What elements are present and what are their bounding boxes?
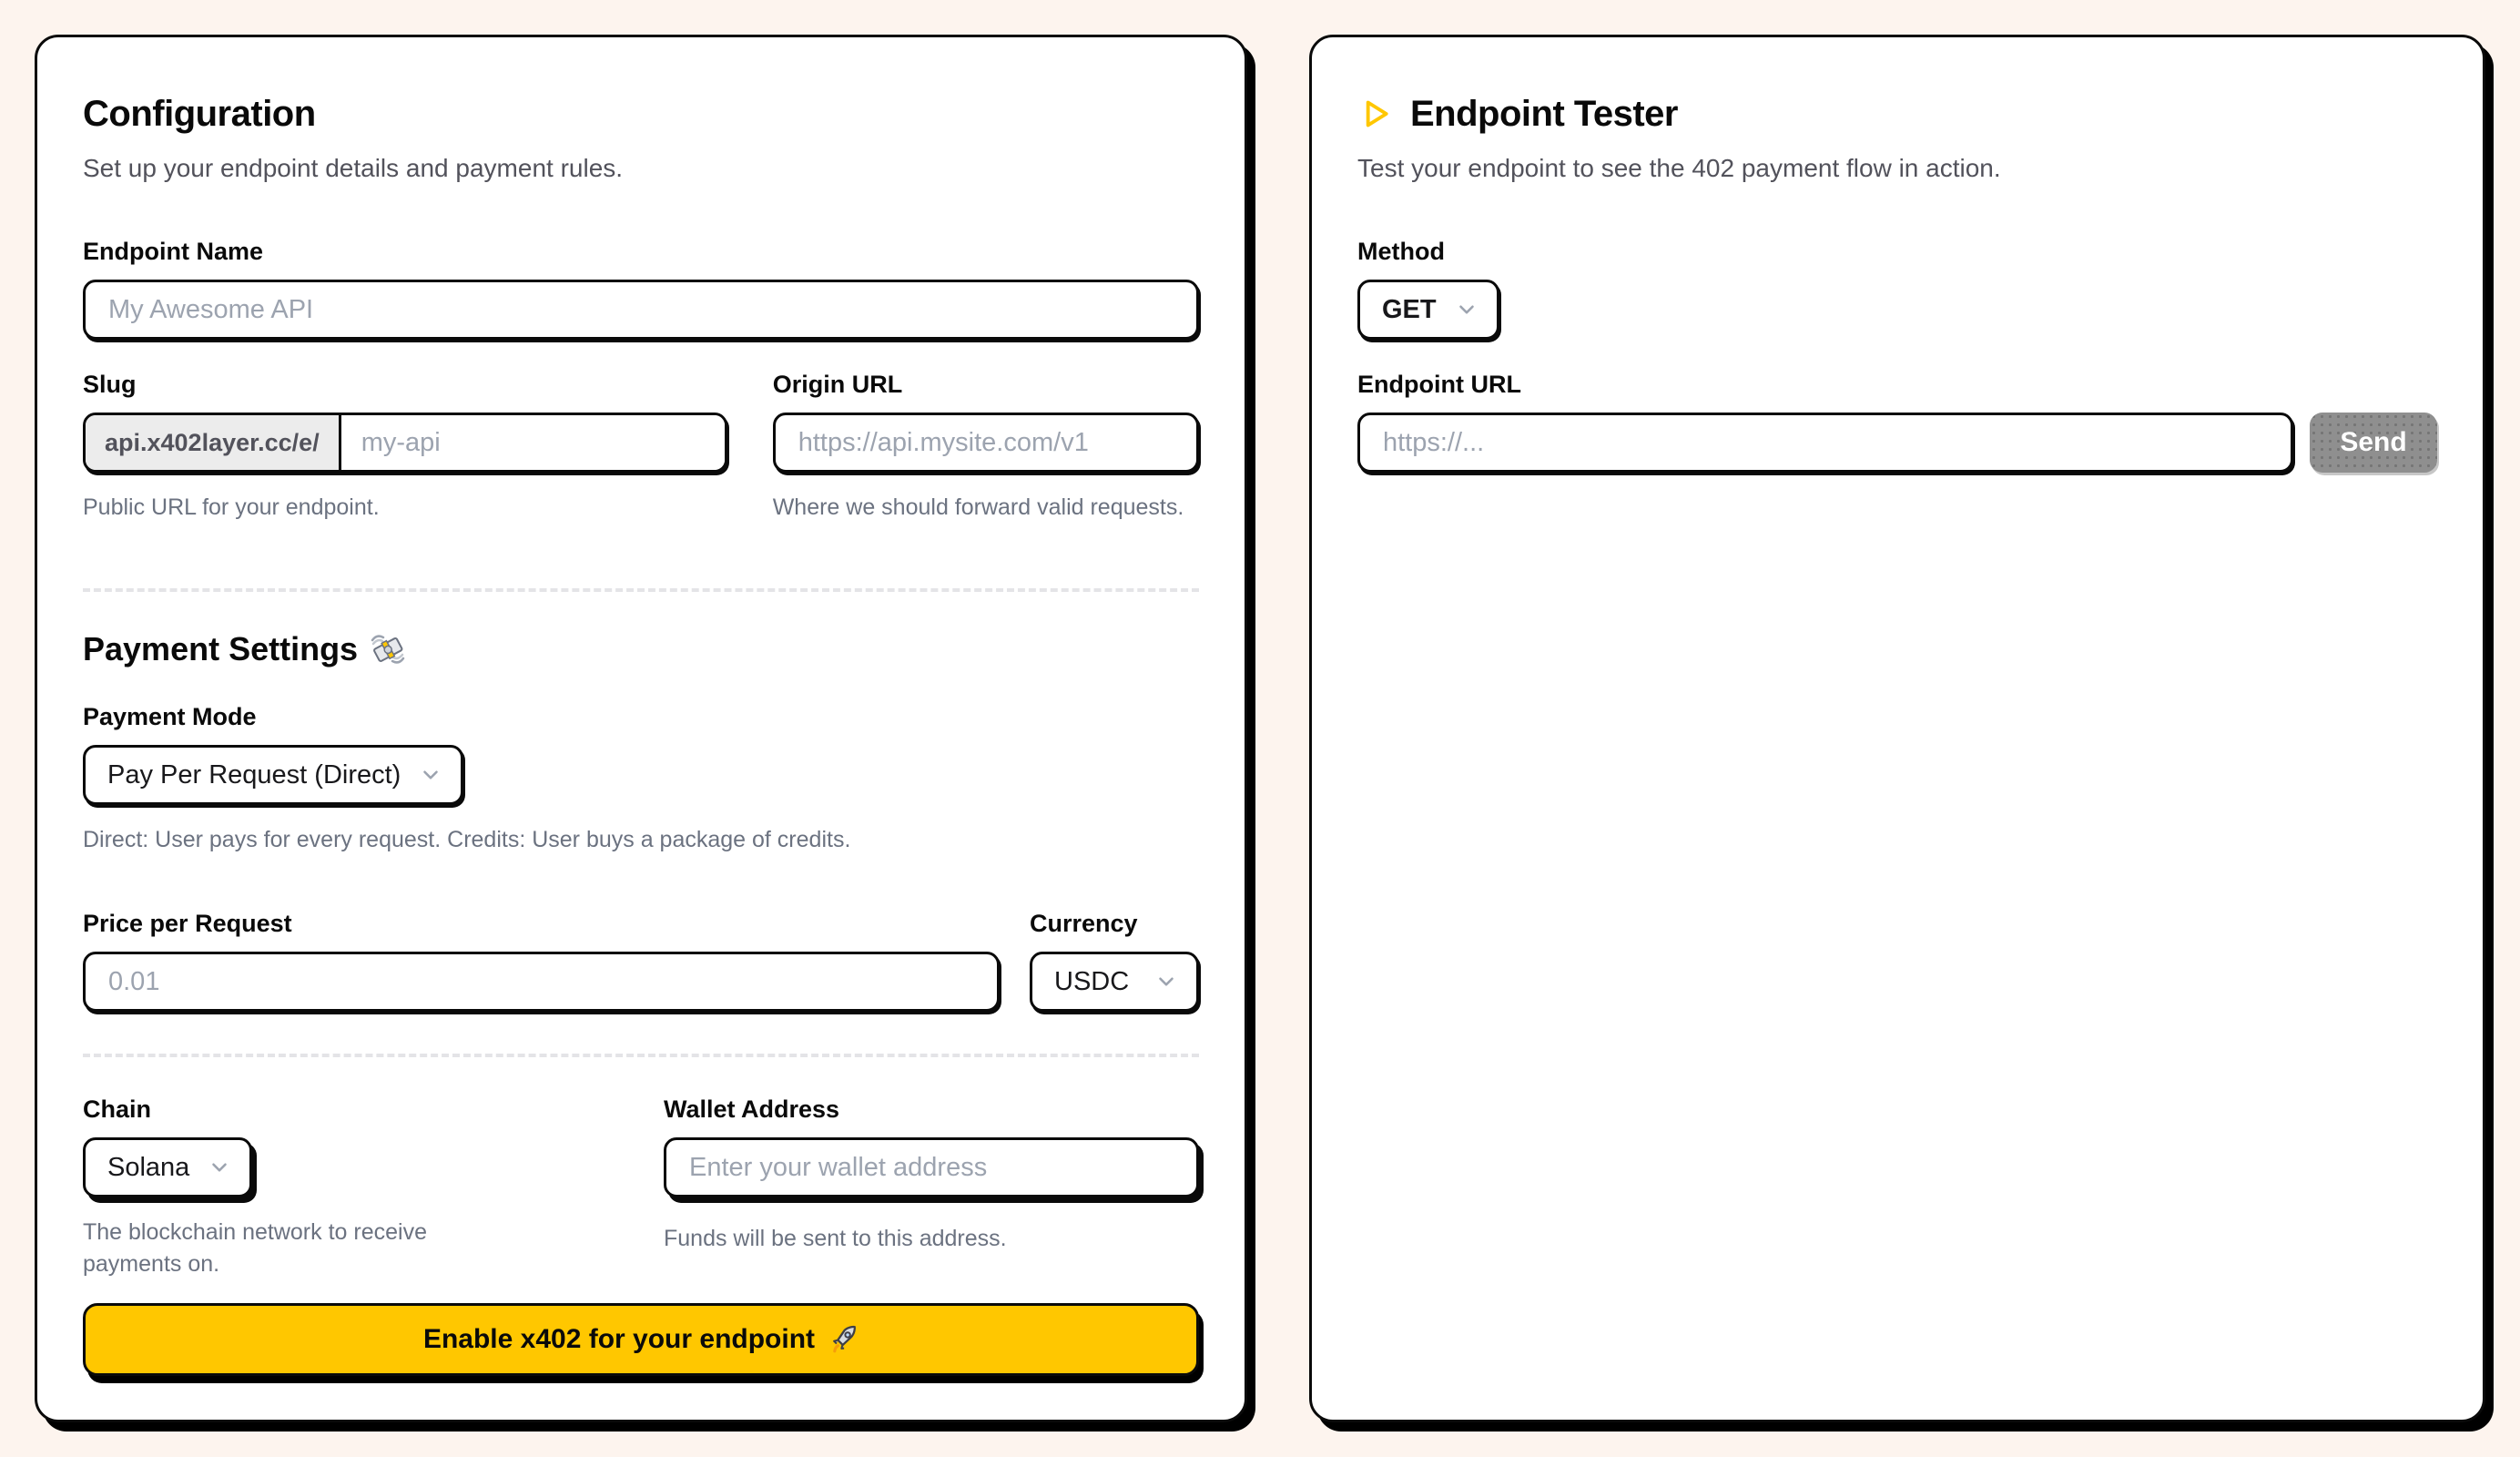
currency-value: USDC bbox=[1054, 966, 1130, 996]
divider bbox=[83, 588, 1199, 592]
divider bbox=[83, 1054, 1199, 1057]
chain-value: Solana bbox=[107, 1152, 190, 1182]
endpoint-tester-card bbox=[1309, 35, 2485, 1422]
method-select[interactable] bbox=[1357, 280, 1499, 340]
chain-helper: The blockchain network to receive payments on. bbox=[83, 1219, 427, 1277]
play-icon bbox=[1357, 96, 1394, 132]
origin-url-group bbox=[773, 371, 1199, 546]
enable-x402-button-label: Enable x402 for your endpoint bbox=[422, 1324, 816, 1354]
endpoint-name-label: Endpoint Name bbox=[83, 238, 264, 265]
chain-label: Chain bbox=[83, 1095, 152, 1123]
endpoint-name-group bbox=[83, 238, 1199, 340]
slug-origin-row bbox=[83, 371, 1199, 546]
chevron-down-icon bbox=[1455, 298, 1478, 321]
currency-group bbox=[1030, 910, 1199, 1012]
wallet-label: Wallet Address bbox=[664, 1095, 840, 1123]
slug-input[interactable] bbox=[341, 415, 725, 470]
payment-mode-label: Payment Mode bbox=[83, 703, 257, 730]
price-input[interactable] bbox=[83, 952, 1000, 1012]
method-group bbox=[1357, 238, 2437, 340]
endpoint-tester-subtitle: Test your endpoint to see the 402 payment flow in action. bbox=[1357, 154, 2001, 182]
currency-label: Currency bbox=[1030, 910, 1138, 937]
configuration-title: Configuration bbox=[83, 94, 316, 134]
origin-url-helper: Where we should forward valid requests. bbox=[772, 494, 1184, 520]
endpoint-tester-title: Endpoint Tester bbox=[1410, 94, 1678, 134]
configuration-card bbox=[35, 35, 1247, 1422]
price-label: Price per Request bbox=[83, 910, 292, 937]
chain-wallet-row bbox=[83, 1095, 1199, 1303]
endpoint-tester-header bbox=[1357, 94, 2437, 134]
payment-mode-value: Pay Per Request (Direct) bbox=[107, 759, 401, 790]
money-with-wings-icon bbox=[370, 631, 406, 667]
payment-settings-title bbox=[83, 630, 1199, 668]
slug-label: Slug bbox=[83, 371, 137, 398]
configuration-subtitle: Set up your endpoint details and payment rules. bbox=[83, 154, 624, 182]
wallet-input[interactable] bbox=[664, 1137, 1199, 1197]
chevron-down-icon bbox=[1154, 970, 1178, 993]
enable-x402-button[interactable] bbox=[83, 1303, 1199, 1376]
origin-url-input[interactable] bbox=[773, 413, 1199, 473]
price-group bbox=[83, 910, 1000, 1012]
origin-url-label: Origin URL bbox=[772, 371, 903, 398]
rocket-icon bbox=[828, 1324, 859, 1355]
chain-select[interactable] bbox=[83, 1137, 252, 1197]
payment-settings-title-text: Payment Settings bbox=[83, 630, 359, 667]
endpoint-url-group bbox=[1357, 371, 2437, 473]
slug-helper: Public URL for your endpoint. bbox=[83, 494, 380, 520]
wallet-group bbox=[664, 1095, 1199, 1278]
price-currency-row bbox=[83, 910, 1199, 1012]
slug-group bbox=[83, 371, 727, 546]
slug-prefix: api.x402layer.cc/e/ bbox=[86, 415, 341, 470]
chain-group bbox=[83, 1095, 618, 1303]
wallet-helper: Funds will be sent to this address. bbox=[664, 1226, 1007, 1251]
chevron-down-icon bbox=[208, 1156, 231, 1179]
endpoint-url-input[interactable] bbox=[1357, 413, 2293, 473]
endpoint-name-input[interactable] bbox=[83, 280, 1199, 340]
method-value: GET bbox=[1382, 294, 1437, 324]
send-button[interactable]: Send bbox=[2310, 413, 2437, 473]
chevron-down-icon bbox=[419, 763, 442, 787]
method-label: Method bbox=[1357, 238, 1445, 265]
payment-mode-group bbox=[83, 703, 1199, 879]
payment-mode-select[interactable] bbox=[83, 745, 463, 805]
endpoint-url-label: Endpoint URL bbox=[1357, 371, 1521, 398]
payment-mode-helper: Direct: User pays for every request. Credits: User buys a package of credits. bbox=[83, 827, 851, 852]
currency-select[interactable] bbox=[1030, 952, 1199, 1012]
